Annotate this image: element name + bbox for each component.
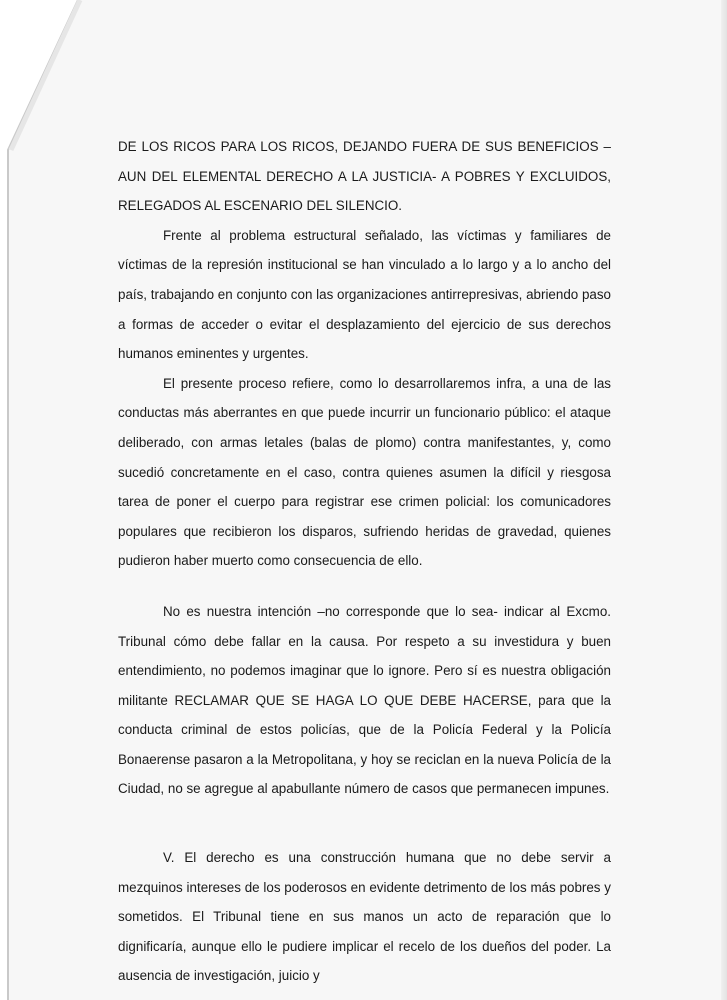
paragraph-intention: No es nuestra intención –no corresponde que lo sea- indicar al Excmo. Tribunal cómo debe fallar en la causa. Por respeto a su investidura y buen entendimiento, no podemos imaginar que lo ignore. Pero sí es nuestra obligación militante RECLAMAR QUE SE HAGA LO QUE DEBE HACERSE, para que la conducta criminal de estos policías, que de la Policía Federal y la Policía Bonaerense pasaron a la Metropolitana, y hoy se reciclan en la nueva Policía de la Ciudad, no se agregue al apabullante número de casos que permanecen impunes. [118,603,611,797]
paragraph-continuation: DE LOS RICOS PARA LOS RICOS, DEJANDO FUERA DE SUS BENEFICIOS –AUN DEL ELEMENTAL DERECHO A LA JUSTICIA- A POBRES Y EXCLUIDOS, RELEGADOS AL ESCENARIO DEL SILENCIO. [118,139,611,214]
paragraph-victims: Frente al problema estructural señalado, las víctimas y familiares de víctimas de la represión institucional se han vinculado a lo largo y a lo ancho del país, trabajando en conjunto con las organizaciones antirrepresivas, abriendo paso a formas de acceder o evitar el desplazamiento del ejercicio de sus derechos humanos eminentes y urgentes. [118,227,611,362]
document-body [118,132,611,991]
paragraph-section-v: V. El derecho es una construcción humana que no debe servir a mezquinos intereses de los poderosos en evidente detrimento de los más pobres y sometidos. El Tribunal tiene en sus manos un acto de reparación que lo dignificaría, aunque ello le pudiere implicar el recelo de los dueños del poder. La ausencia de investigación, juicio y [118,850,611,984]
paragraph-process: El presente proceso refiere, como lo desarrollaremos infra, a una de las conductas más aberrantes en que puede incurrir un funcionario público: el ataque deliberado, con armas letales (balas de plomo) contra manifestantes, y, como sucedió concretamente en el caso, contra quienes asumen la difícil y riesgosa tarea de poner el cuerpo para registrar ese crimen policial: los comunicadores populares que recibieron los disparos, sufriendo heridas de gravedad, quienes pudieron haber muerto como consecuencia de ello. [118,375,611,569]
